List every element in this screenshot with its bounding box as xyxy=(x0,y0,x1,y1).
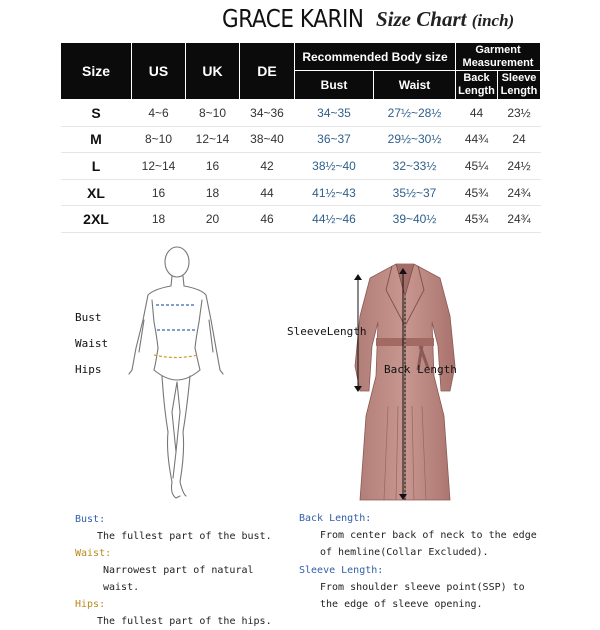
cell-size: 2XL xyxy=(61,206,132,233)
back-length-label: Back Length xyxy=(384,363,457,376)
figure-bust-label: Bust xyxy=(75,311,102,324)
unit-text: (inch) xyxy=(471,11,515,30)
header-waist: Waist xyxy=(374,71,456,100)
garment-definitions xyxy=(299,510,539,613)
size-table xyxy=(60,42,541,233)
header-sleeve-length: Sleeve Length xyxy=(498,71,541,100)
header-bust: Bust xyxy=(295,71,374,100)
def-waist-term: Waist: xyxy=(75,548,112,559)
def-waist-text: Narrowest part of natural waist. xyxy=(103,565,254,593)
def-hips-text: The fullest part of the hips. xyxy=(97,616,272,627)
cell-de: 34~36 xyxy=(240,100,295,127)
def-sleeve-length-line2: the edge of sleeve opening. xyxy=(320,599,483,610)
header-garment: Garment Measurement xyxy=(456,43,541,71)
cell-de: 42 xyxy=(240,153,295,180)
cell-sleeve-length: 24½ xyxy=(498,153,541,180)
table-row xyxy=(61,126,541,153)
def-back-length-line1: From center back of neck to the edge xyxy=(320,530,537,541)
table-row xyxy=(61,100,541,127)
table-row xyxy=(61,206,541,233)
header-recommended: Recommended Body size xyxy=(295,43,456,71)
cell-uk: 8~10 xyxy=(186,100,240,127)
cell-sleeve-length: 23½ xyxy=(498,100,541,127)
def-sleeve-length-line1: From shoulder sleeve point(SSP) to xyxy=(320,582,525,593)
figure-waist-label: Waist xyxy=(75,337,109,350)
cell-uk: 18 xyxy=(186,179,240,206)
header-back-length: Back Length xyxy=(456,71,498,100)
cell-sleeve-length: 24 xyxy=(498,126,541,153)
body-definitions xyxy=(75,511,285,630)
table-row xyxy=(61,179,541,206)
cell-bust: 34~35 xyxy=(295,100,374,127)
cell-waist: 39~40½ xyxy=(374,206,456,233)
title-text: Size Chart xyxy=(376,7,467,31)
cell-de: 38~40 xyxy=(240,126,295,153)
def-bust-term: Bust: xyxy=(75,514,106,525)
cell-bust: 44½~46 xyxy=(295,206,374,233)
cell-us: 18 xyxy=(132,206,186,233)
cell-back-length: 45¾ xyxy=(456,179,498,206)
header-de: DE xyxy=(240,43,295,100)
def-sleeve-length-term: Sleeve Length: xyxy=(299,565,384,576)
cell-waist: 29½~30½ xyxy=(374,126,456,153)
cell-waist: 32~33½ xyxy=(374,153,456,180)
back-length-arrow xyxy=(397,266,409,502)
cell-back-length: 44 xyxy=(456,100,498,127)
figure-hips-label: Hips xyxy=(75,363,102,376)
header-size: Size xyxy=(61,43,132,100)
cell-sleeve-length: 24¾ xyxy=(498,206,541,233)
cell-size: M xyxy=(61,126,132,153)
cell-waist: 27½~28½ xyxy=(374,100,456,127)
def-back-length-line2: of hemline(Collar Excluded). xyxy=(320,547,489,558)
cell-bust: 38½~40 xyxy=(295,153,374,180)
cell-size: XL xyxy=(61,179,132,206)
cell-us: 12~14 xyxy=(132,153,186,180)
cell-back-length: 45¾ xyxy=(456,206,498,233)
cell-de: 44 xyxy=(240,179,295,206)
cell-sleeve-length: 24¾ xyxy=(498,179,541,206)
sleeve-length-label: SleeveLength xyxy=(287,325,367,338)
table-row xyxy=(61,153,541,180)
cell-de: 46 xyxy=(240,206,295,233)
cell-uk: 16 xyxy=(186,153,240,180)
cell-back-length: 44¾ xyxy=(456,126,498,153)
page-title xyxy=(376,7,514,32)
cell-size: S xyxy=(61,100,132,127)
cell-bust: 36~37 xyxy=(295,126,374,153)
cell-size: L xyxy=(61,153,132,180)
header-us: US xyxy=(132,43,186,100)
def-hips-term: Hips: xyxy=(75,599,106,610)
cell-us: 8~10 xyxy=(132,126,186,153)
cell-uk: 12~14 xyxy=(186,126,240,153)
cell-us: 16 xyxy=(132,179,186,206)
body-figure-illustration xyxy=(110,242,240,504)
def-bust-text: The fullest part of the bust. xyxy=(97,531,272,542)
cell-uk: 20 xyxy=(186,206,240,233)
header-uk: UK xyxy=(186,43,240,100)
cell-us: 4~6 xyxy=(132,100,186,127)
def-back-length-term: Back Length: xyxy=(299,513,372,524)
cell-waist: 35½~37 xyxy=(374,179,456,206)
cell-back-length: 45¼ xyxy=(456,153,498,180)
cell-bust: 41½~43 xyxy=(295,179,374,206)
brand-logo: GRACE KARIN xyxy=(222,4,364,33)
